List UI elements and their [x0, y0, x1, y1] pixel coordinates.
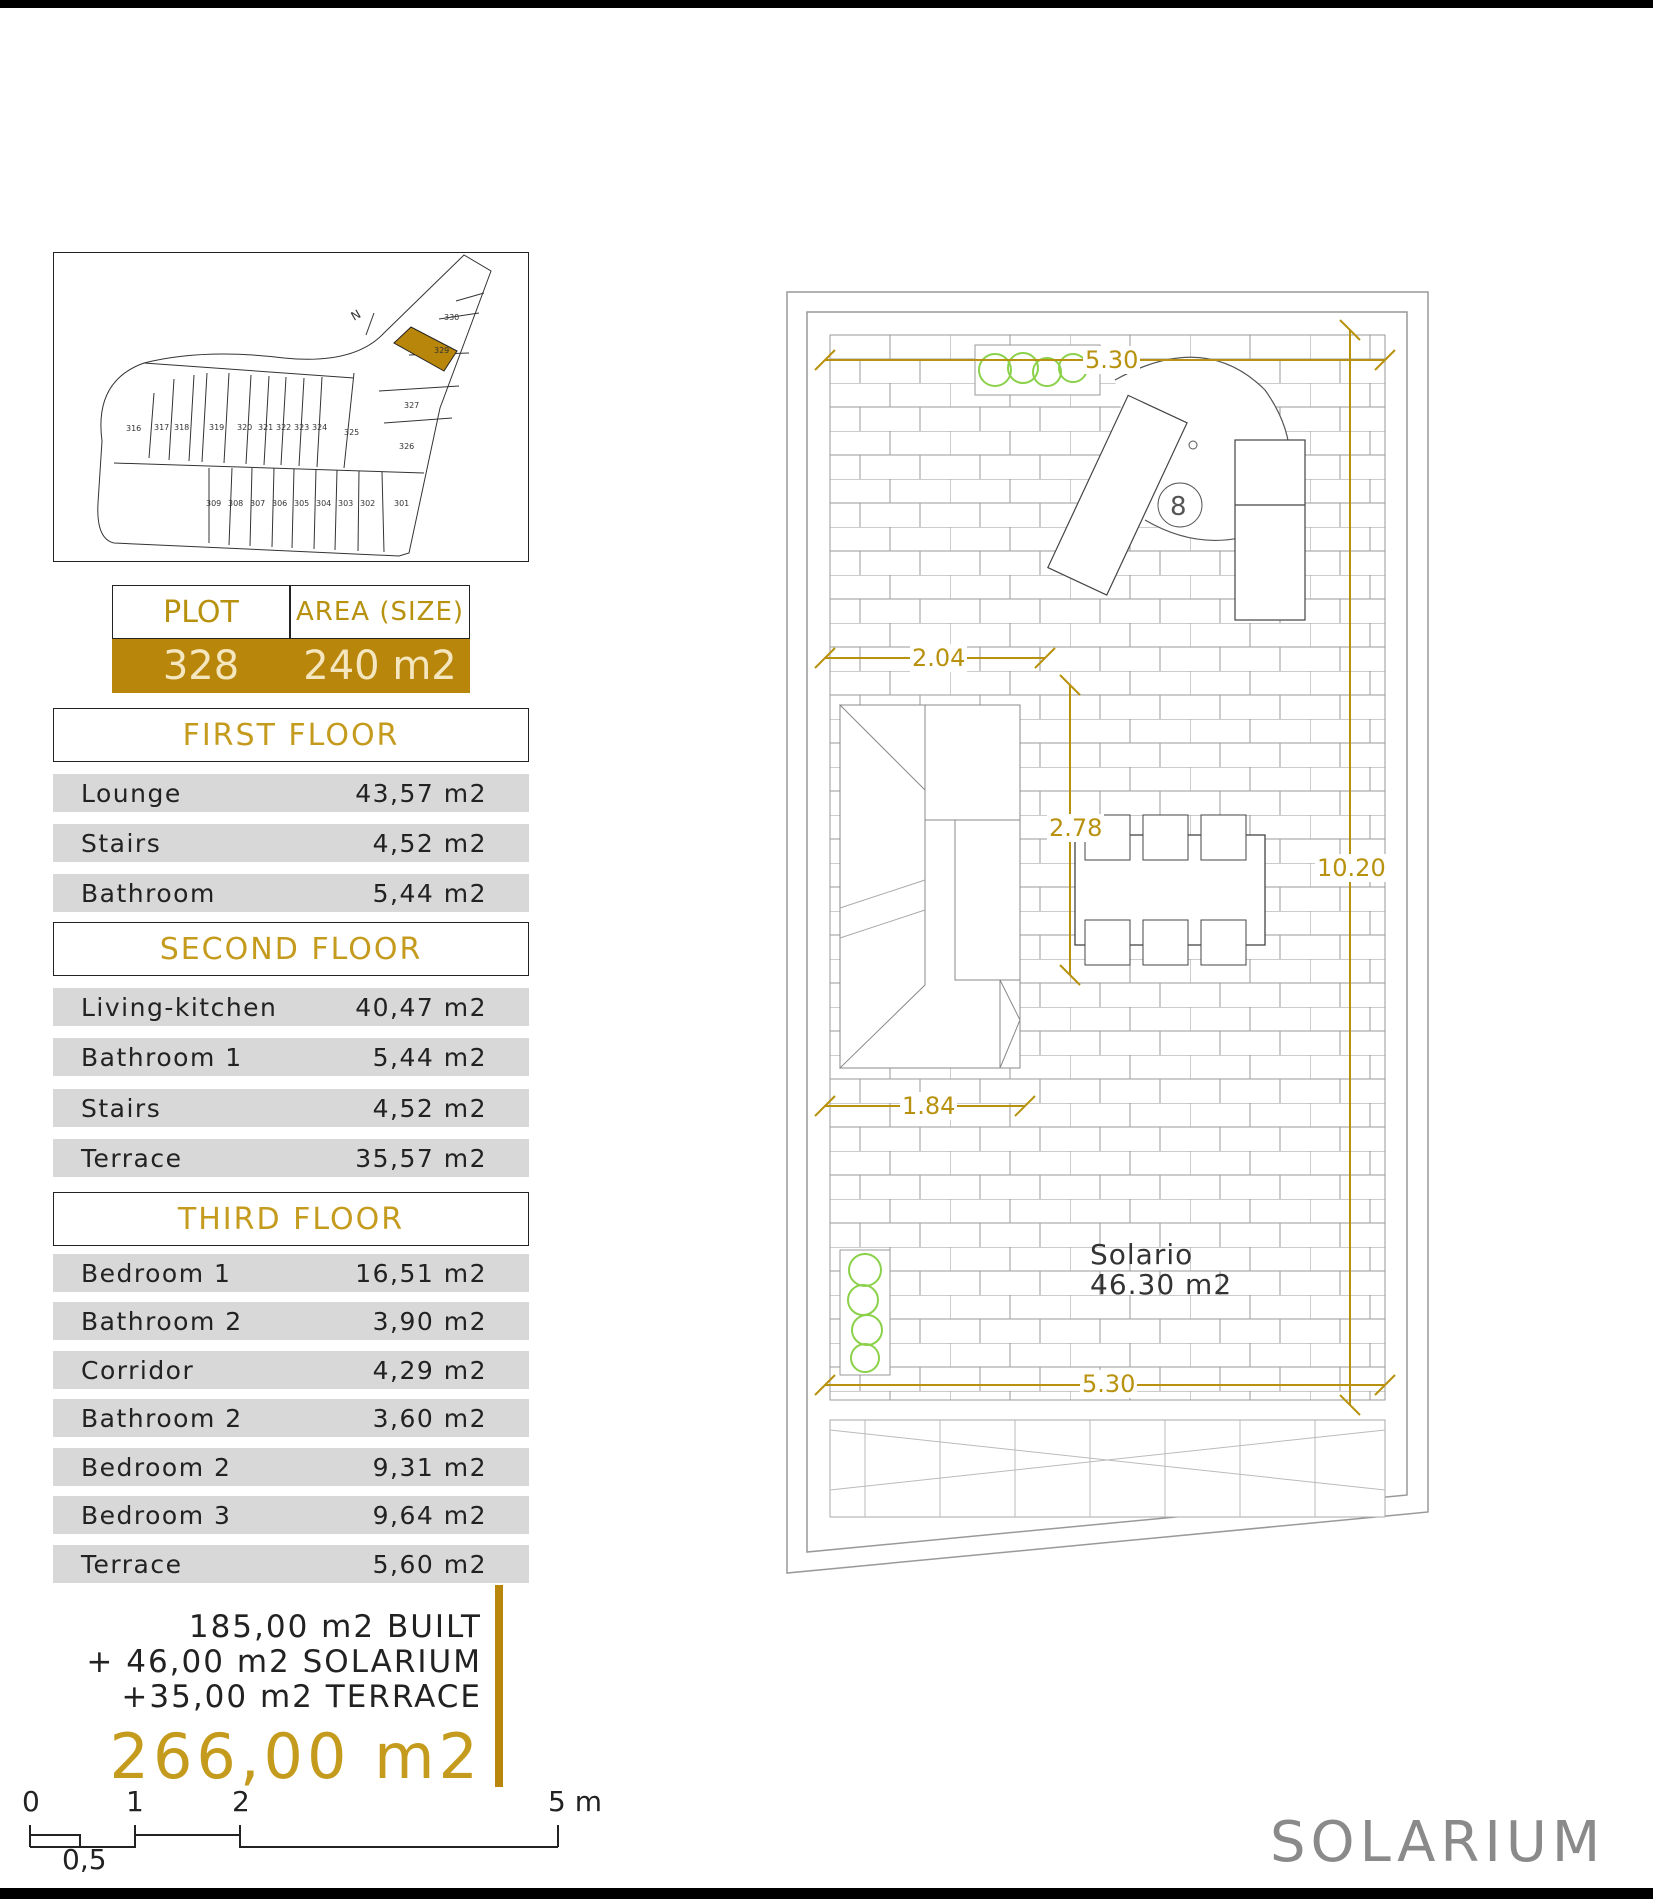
room-name: Stairs: [81, 829, 162, 858]
room-row: [53, 1139, 529, 1177]
second-floor-header: SECOND FLOOR: [53, 922, 529, 976]
plot-label: PLOT: [112, 585, 290, 639]
svg-text:325: 325: [344, 428, 360, 437]
svg-text:327: 327: [404, 401, 420, 410]
svg-text:309: 309: [206, 499, 222, 508]
scale-label-1: 1: [126, 1785, 144, 1818]
svg-text:319: 319: [209, 423, 225, 432]
svg-text:304: 304: [316, 499, 332, 508]
north-arrow-icon: [366, 313, 374, 335]
room-row: [53, 824, 529, 862]
room-row: [53, 1545, 529, 1583]
room-name: Living-kitchen: [81, 993, 278, 1022]
room-area: 4,52 m2: [372, 1094, 487, 1123]
scale-label-half: 0,5: [62, 1843, 107, 1876]
room-row: [53, 1254, 529, 1292]
room-name: Terrace: [81, 1550, 183, 1579]
sheet-title: SOLARIUM: [1270, 1810, 1606, 1875]
room-name: Corridor: [81, 1356, 195, 1385]
area-totals: [60, 1610, 482, 1715]
room-name: Bedroom 1: [81, 1259, 232, 1288]
room-area: 4,29 m2: [372, 1356, 487, 1385]
room-area: 4,52 m2: [372, 829, 487, 858]
svg-text:323: 323: [294, 423, 310, 432]
svg-text:308: 308: [228, 499, 244, 508]
svg-text:305: 305: [294, 499, 310, 508]
built-total: 185,00 m2 BUILT: [188, 1609, 482, 1645]
room-row: [53, 1351, 529, 1389]
scale-bar-drawing: [20, 1805, 620, 1865]
room-name: Bedroom 3: [81, 1501, 232, 1530]
plot-summary-table: [112, 585, 470, 693]
svg-text:318: 318: [174, 423, 190, 432]
solarium-total: + 46,00 m2 SOLARIUM: [86, 1644, 482, 1680]
svg-text:324: 324: [312, 423, 328, 432]
bottom-border-bar: [0, 1888, 1653, 1899]
room-name: Terrace: [81, 1144, 183, 1173]
svg-text:303: 303: [338, 499, 354, 508]
room-name: Bathroom 2: [81, 1404, 243, 1433]
svg-text:307: 307: [250, 499, 266, 508]
room-name: Bathroom: [81, 879, 216, 908]
room-area: 43,57 m2: [355, 779, 487, 808]
room-area: 3,60 m2: [372, 1404, 487, 1433]
solario-room-name: Solario: [1090, 1238, 1194, 1271]
room-area: 40,47 m2: [355, 993, 487, 1022]
dimension-bottom-width: 5.30: [1082, 1370, 1136, 1398]
grand-total: 266,00 m2: [109, 1720, 482, 1793]
svg-text:329: 329: [434, 346, 450, 355]
room-name: Bathroom 1: [81, 1043, 243, 1072]
room-area: 35,57 m2: [355, 1144, 487, 1173]
solario-room-label: [1090, 1240, 1232, 1300]
room-area: 9,64 m2: [372, 1501, 487, 1530]
room-row: [53, 1089, 529, 1127]
scale-label-2: 2: [232, 1785, 250, 1818]
solario-room-area: 46.30 m2: [1090, 1268, 1233, 1301]
north-label: N: [348, 306, 364, 324]
scale-label-5m: 5 m: [548, 1785, 602, 1818]
room-name: Lounge: [81, 779, 182, 808]
svg-text:320: 320: [237, 423, 253, 432]
svg-text:321: 321: [258, 423, 274, 432]
totals-accent-rule: [495, 1585, 503, 1787]
svg-text:326: 326: [399, 442, 415, 451]
top-border-bar: [0, 0, 1653, 8]
scale-bar: [20, 1785, 620, 1885]
first-floor-header: FIRST FLOOR: [53, 708, 529, 762]
room-area: 5,44 m2: [372, 1043, 487, 1072]
dimension-height: 10.20: [1317, 854, 1386, 882]
room-row: [53, 774, 529, 812]
dimension-top-width: 5.30: [1085, 346, 1139, 374]
svg-text:8: 8: [1170, 492, 1187, 522]
room-row: [53, 1448, 529, 1486]
svg-text:322: 322: [276, 423, 292, 432]
room-name: Stairs: [81, 1094, 162, 1123]
room-area: 16,51 m2: [355, 1259, 487, 1288]
svg-text:306: 306: [272, 499, 288, 508]
room-name: Bedroom 2: [81, 1453, 232, 1482]
room-name: Bathroom 2: [81, 1307, 243, 1336]
room-row: [53, 1399, 529, 1437]
room-row: [53, 1496, 529, 1534]
dimension-lower-left: 1.84: [902, 1092, 956, 1120]
area-label: AREA (SIZE): [290, 585, 470, 639]
dimension-upper-left: 2.04: [912, 644, 966, 672]
solarium-floor-plan: [785, 290, 1435, 1580]
svg-text:317: 317: [154, 423, 170, 432]
site-plan-map: [53, 252, 529, 562]
room-area: 9,31 m2: [372, 1453, 487, 1482]
room-area: 3,90 m2: [372, 1307, 487, 1336]
room-row: [53, 988, 529, 1026]
plot-number: 328: [112, 639, 290, 693]
svg-text:301: 301: [394, 499, 410, 508]
room-row: [53, 1302, 529, 1340]
third-floor-header: THIRD FLOOR: [53, 1192, 529, 1246]
room-area: 5,44 m2: [372, 879, 487, 908]
dimension-table-depth: 2.78: [1049, 814, 1103, 842]
room-area: 5,60 m2: [372, 1550, 487, 1579]
svg-text:302: 302: [360, 499, 376, 508]
terrace-total: +35,00 m2 TERRACE: [121, 1679, 482, 1715]
svg-text:316: 316: [126, 424, 142, 433]
svg-text:330: 330: [444, 313, 460, 322]
room-row: [53, 1038, 529, 1076]
room-row: [53, 874, 529, 912]
site-plan-drawing: [54, 253, 530, 563]
plot-area: 240 m2: [290, 639, 470, 693]
scale-label-0: 0: [22, 1785, 40, 1818]
